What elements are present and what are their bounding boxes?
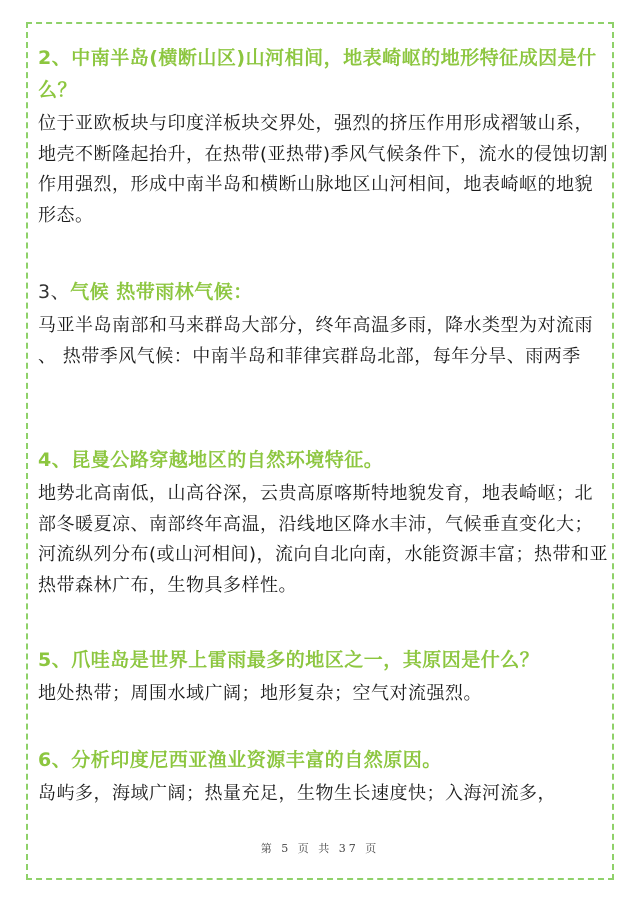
section-3 bbox=[38, 276, 610, 372]
section-6 bbox=[38, 744, 610, 810]
answer-4: 地势北高南低，山高谷深，云贵高原喀斯特地貌发育，地表崎岖；北部冬暖夏凉、南部终年高温，沿线地区降水丰沛，气候垂直变化大；河流纵列分布(或山河相间)，流向自北向南，水能资源丰富；热带和亚热带森林广布，生物具多样性。 bbox=[38, 483, 609, 596]
question-6: 6、分析印度尼西亚渔业资源丰富的自然原因。 bbox=[38, 749, 442, 771]
answer-5: 地处热带；周围水域广阔；地形复杂；空气对流强烈。 bbox=[38, 683, 482, 704]
answer-2: 位于亚欧板块与印度洋板块交界处，强烈的挤压作用形成褶皱山系，地壳不断隆起抬升，在热带(亚热带)季风气候条件下，流水的侵蚀切割作用强烈，形成中南半岛和横断山脉地区山河相间，地表崎岖的地貌形态。 bbox=[38, 113, 609, 226]
section-4 bbox=[38, 444, 610, 601]
answer-3: 马亚半岛南部和马来群岛大部分，终年高温多雨，降水类型为对流雨 、 热带季风气候：中南半岛和菲律宾群岛北部，每年分旱、雨两季 bbox=[38, 315, 593, 367]
question-3 bbox=[38, 276, 610, 308]
question-4: 4、昆曼公路穿越地区的自然环境特征。 bbox=[38, 449, 384, 471]
section-2 bbox=[38, 42, 610, 231]
section-5 bbox=[38, 644, 610, 710]
page-number-footer: 第 5 页 共 37 页 bbox=[260, 842, 380, 855]
question-5: 5、爪哇岛是世界上雷雨最多的地区之一，其原因是什么？ bbox=[38, 649, 540, 671]
question-3-text: 气候 热带雨林气候： bbox=[70, 281, 253, 303]
answer-6: 岛屿多，海域广阔；热量充足，生物生长速度快；入海河流多， bbox=[38, 783, 556, 804]
question-3-number: 3、 bbox=[38, 281, 71, 303]
question-2: 2、中南半岛(横断山区)山河相间，地表崎岖的地形特征成因是什么？ bbox=[38, 47, 597, 101]
